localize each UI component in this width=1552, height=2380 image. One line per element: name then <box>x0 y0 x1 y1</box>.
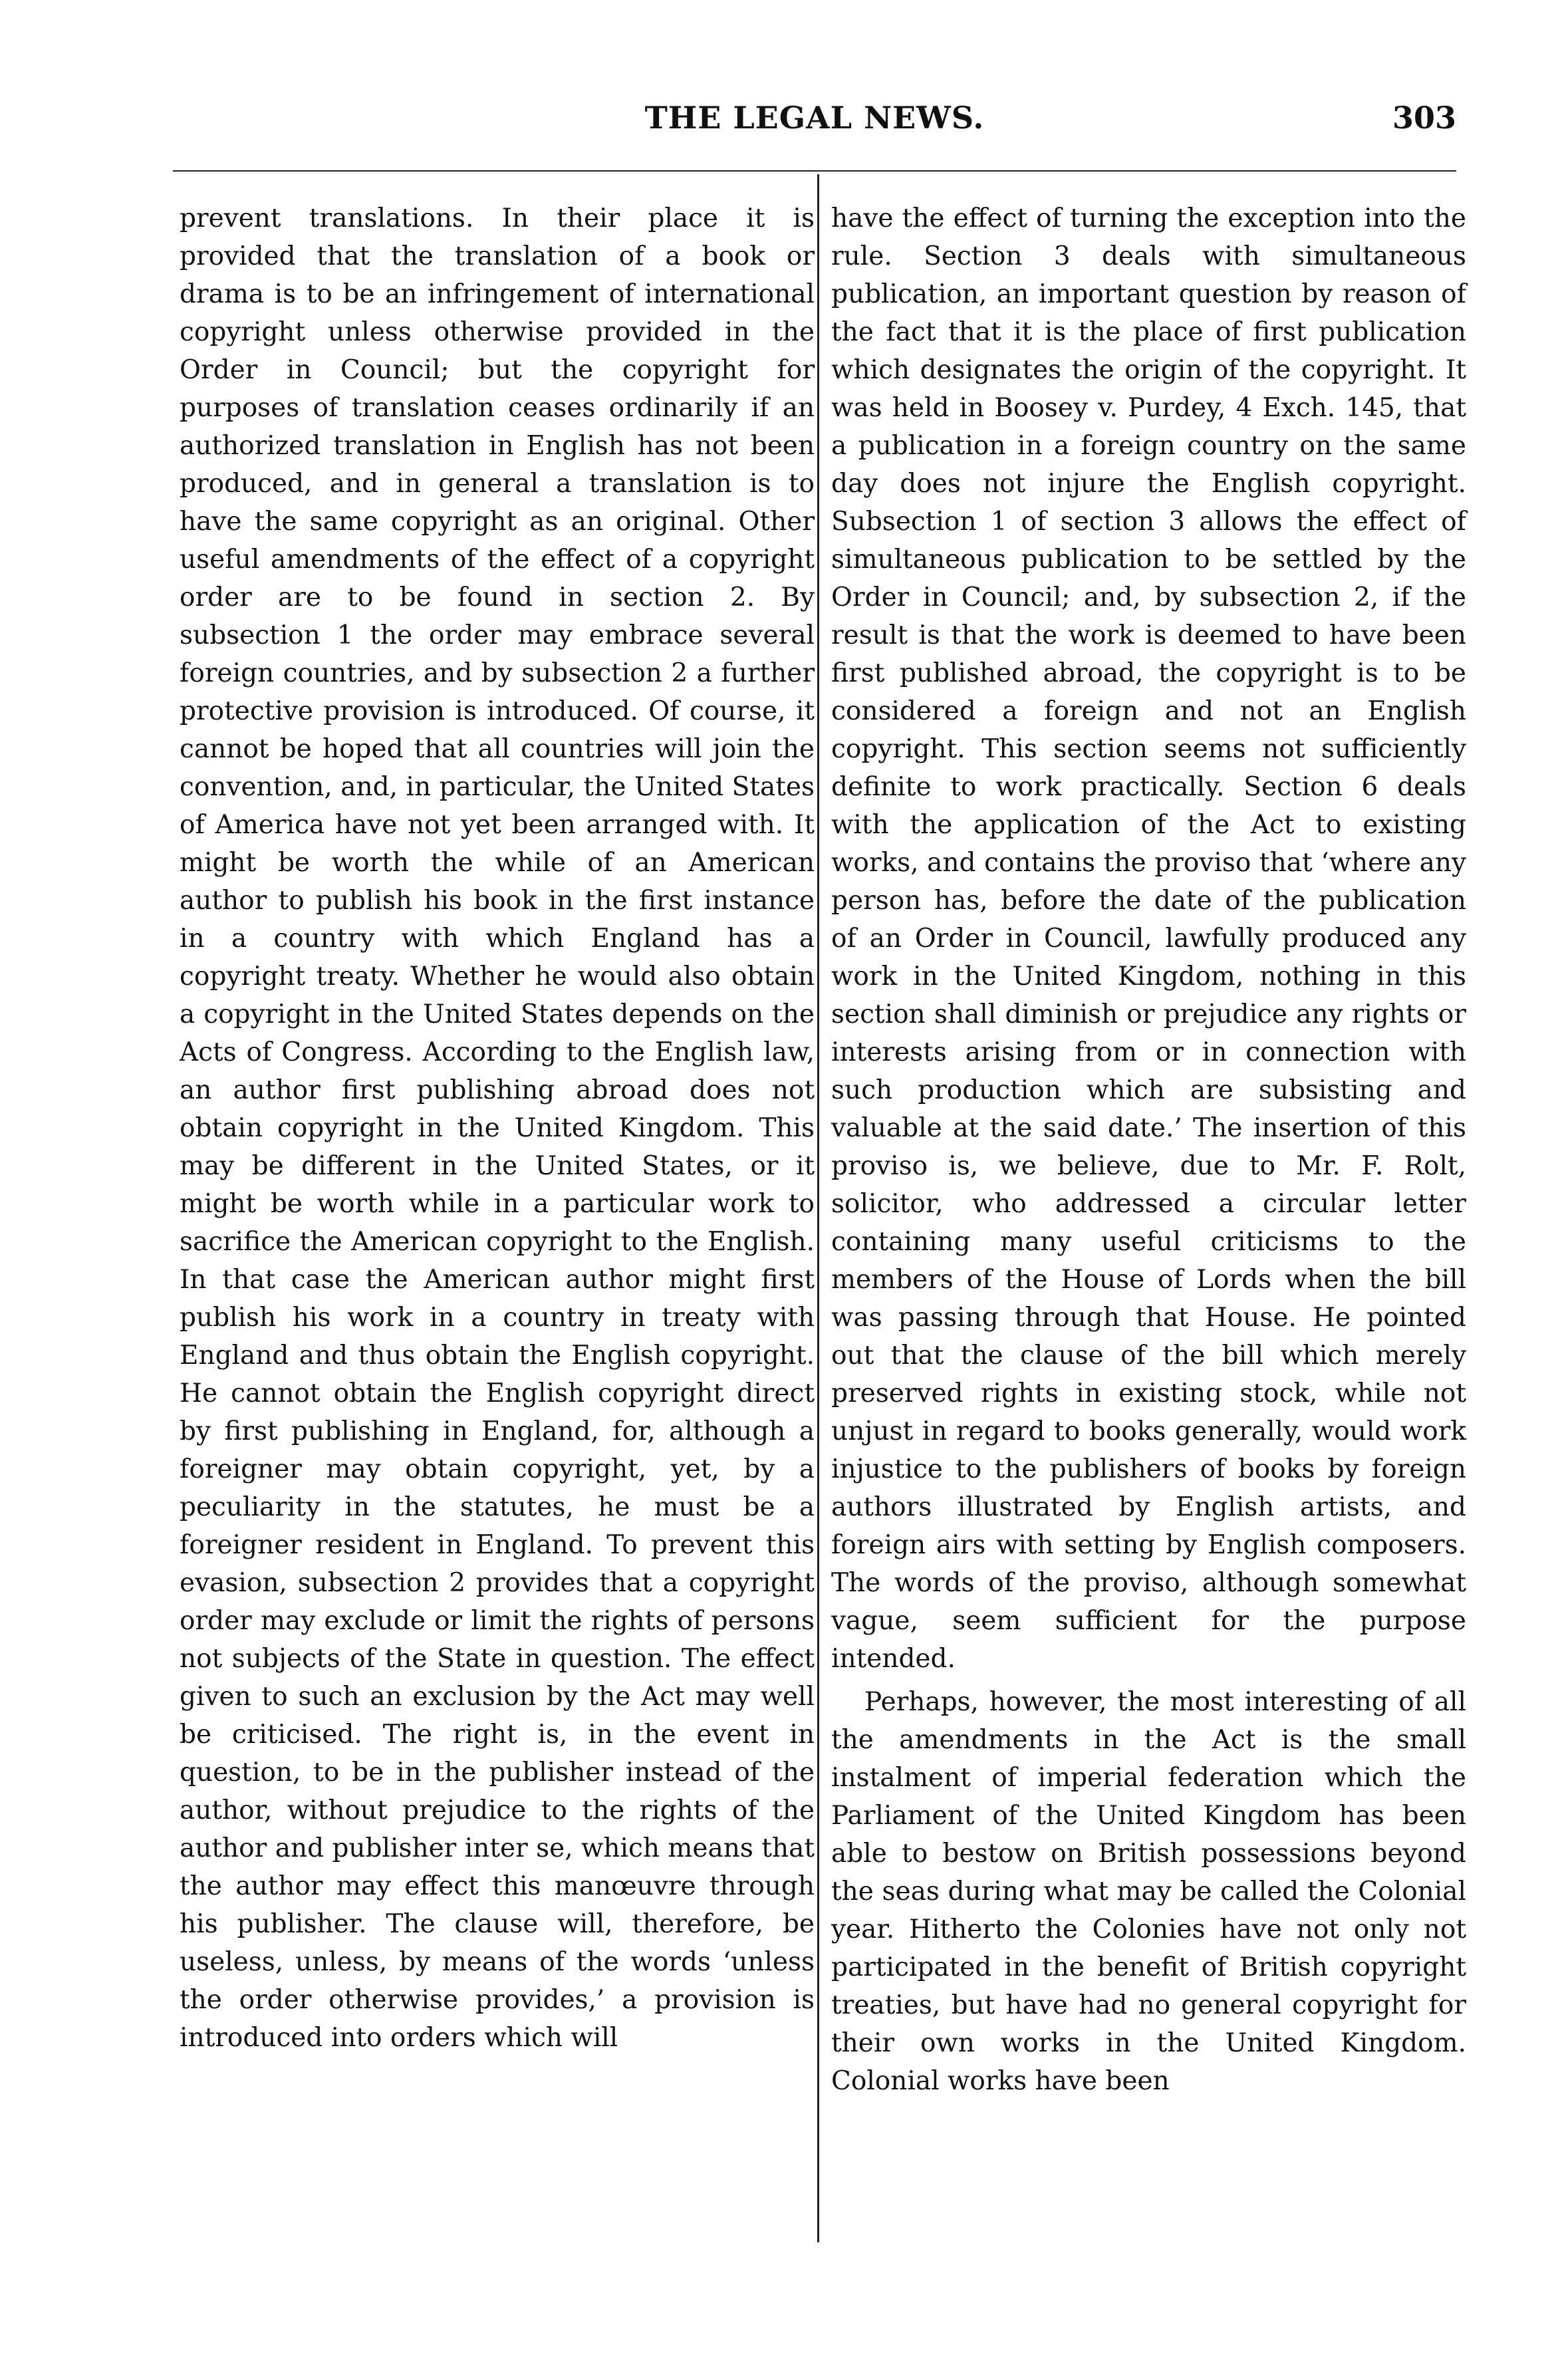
paragraph: have the effect of turning the exception into the rule. Section 3 deals with simultaneous publication, an important question by reason of the fact that it is the place of first publication which designates the origin of the copyright. It was held in Boosey v. Purdey, 4 Exch. 145, that a publication in a foreign country on the same day does not injure the English copyright. Subsection 1 of section 3 allows the effect of simultaneous publication to be settled by the Order in Council; and, by subsection 2, if the result is that the work is deemed to have been first published abroad, the copyright is to be considered a foreign and not an English copyright. This section seems not sufficiently definite to work practically. Section 6 deals with the application of the Act to existing works, and contains the proviso that ‘where any person has, before the date of the publication of an Order in Council, lawfully produced any work in the United Kingdom, nothing in this section shall diminish or prejudice any rights or interests arising from or in connection with such production which are subsisting and valuable at the said date.’ The insertion of this proviso is, we believe, due to Mr. F. Rolt, solicitor, who addressed a circular letter containing many useful criticisms to the members of the House of Lords when the bill was passing through that House. He pointed out that the clause of the bill which merely preserved rights in existing stock, while not unjust in regard to books generally, would work injustice to the publishers of books by foreign authors illustrated by English artists, and foreign airs with setting by English composers. The words of the proviso, although somewhat vague, seem sufficient for the purpose intended. <box>831 203 1466 1674</box>
paragraph: Perhaps, however, the most interesting of all the amendments in the Act is the small instalment of imperial federation which the Parliament of the United Kingdom has been able to bestow on British possessions beyond the seas during what may be called the Colonial year. Hitherto the Colonies have not only not participated in the benefit of British copyright treaties, but have had no general copyright for their own works in the United Kingdom. Colonial works have been <box>831 1687 1466 2096</box>
paragraph: prevent translations. In their place it is provided that the translation of a book or drama is to be an infringement of international copyright unless otherwise provided in the Order in Council; but the copyright for purposes of translation ceases ordinarily if an authorized translation in English has not been produced, and in general a translation is to have the same copyright as an original. Other useful amendments of the effect of a copyright order are to be found in section 2. By subsection 1 the order may embrace several foreign countries, and by subsection 2 a further protective provision is introduced. Of course, it cannot be hoped that all countries will join the convention, and, in particular, the United States of America have not yet been arranged with. It might be worth the while of an American author to publish his book in the first instance in a country with which England has a copyright treaty. Whether he would also obtain a copyright in the United States depends on the Acts of Congress. According to the English law, an author first publishing abroad does not obtain copyright in the United Kingdom. This may be different in the United States, or it might be worth while in a particular work to sacrifice the American copyright to the English. In that case the American author might first publish his work in a country in treaty with England and thus obtain the English copyright. He cannot obtain the English copyright direct by first publishing in England, for, although a foreigner may obtain copyright, yet, by a peculiarity in the statutes, he must be a foreigner resident in England. To prevent this evasion, subsection 2 provides that a copyright order may exclude or limit the rights of persons not subjects of the State in question. The effect given to such an exclusion by the Act may well be criticised. The right is, in the event in question, to be in the publisher instead of the author, without prejudice to the rights of the author and publisher inter se, which means that the author may effect this manœuvre through his publisher. The clause will, therefore, be useless, unless, by means of the words ‘unless the order otherwise provides,’ a provision is introduced into orders which will <box>180 203 815 2053</box>
page-header <box>173 100 1456 146</box>
right-column <box>831 199 1466 2100</box>
left-column <box>180 199 815 2057</box>
page-number: 303 <box>1392 100 1456 136</box>
column-divider <box>817 174 819 2242</box>
running-title: THE LEGAL NEWS. <box>644 100 985 136</box>
header-rule <box>173 170 1456 172</box>
